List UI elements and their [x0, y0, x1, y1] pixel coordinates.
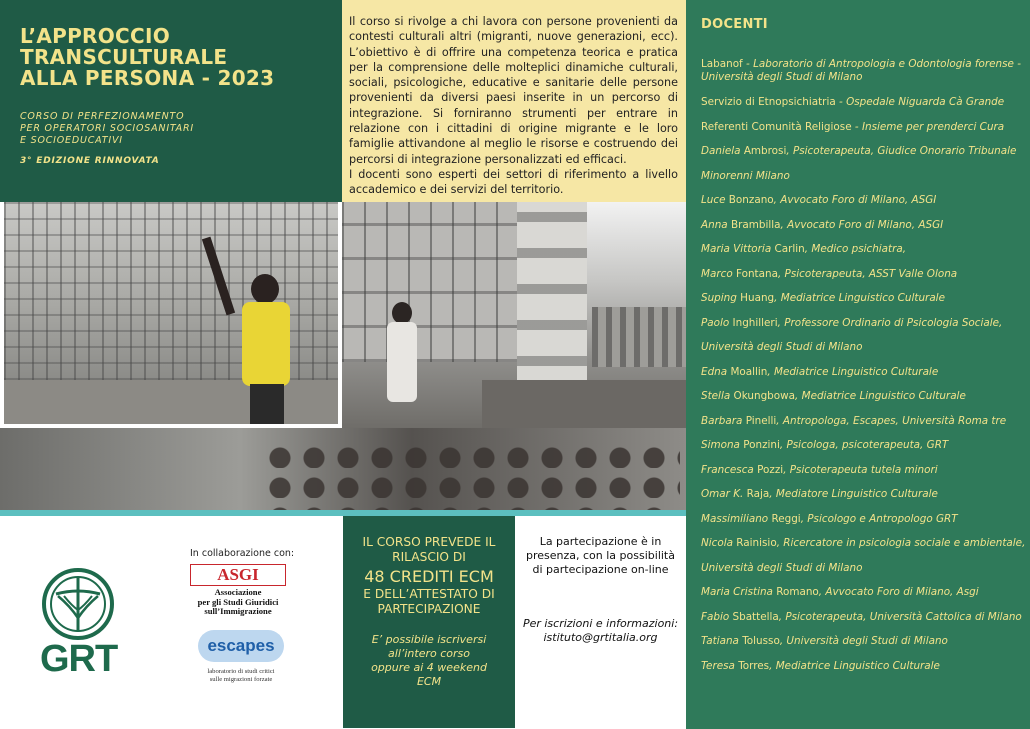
- teacher-item: [701, 262, 1024, 287]
- asgi-line-1: Associazione: [214, 587, 262, 597]
- teacher-item: [701, 629, 1024, 654]
- course-line-1: CORSO DI PERFEZIONAMENTO: [20, 111, 185, 122]
- teacher-item: [701, 139, 1024, 164]
- teacher-last-name: Moallin: [730, 365, 768, 378]
- teacher-first-name: Marco: [701, 267, 733, 280]
- teacher-name: Servizio di Etnopsichiatria: [701, 96, 836, 108]
- teacher-last-name: Okungbowa: [733, 390, 795, 402]
- photo-roofs: [482, 380, 686, 428]
- teacher-last-name: Pozzi: [757, 463, 784, 476]
- ecm-certificate-1: E DELL’ATTESTATO DI: [363, 587, 495, 601]
- teacher-first-name: Maria Cristina: [701, 586, 773, 598]
- photo-ground: [4, 380, 338, 424]
- teacher-first-name: Luce: [701, 194, 726, 206]
- teacher-first-name: Anna: [701, 218, 728, 231]
- ecm-intro-1: IL CORSO PREVEDE IL: [362, 535, 496, 549]
- teacher-first-name: Daniela: [701, 145, 741, 157]
- teacher-role: Minorenni Milano: [701, 169, 790, 182]
- teacher-item: [701, 556, 1024, 581]
- teacher-first-name: Omar K.: [701, 488, 744, 500]
- teacher-role: , Avvocato Foro di Milano, ASGI: [780, 218, 944, 231]
- teacher-role: , Psicologa, psicoterapeuta, GRT: [779, 439, 949, 451]
- photo-acrobat-head: [392, 302, 412, 324]
- teacher-name: Labanof: [701, 58, 743, 70]
- teacher-role: , Avvocato Foro di Milano, Asgi: [818, 586, 979, 598]
- teacher-first-name: Tatiana: [701, 635, 739, 647]
- teacher-list: [701, 139, 1024, 678]
- ecm-credits: 48 CREDITI ECM: [364, 567, 494, 586]
- asgi-line-2: per gli Studi Giuridici: [197, 596, 279, 607]
- asgi-logo-subtitle: [190, 588, 286, 617]
- teacher-last-name: Romano: [776, 586, 819, 598]
- escapes-logo-name: escapes: [198, 630, 284, 662]
- teacher-role: , Psicoterapeuta, Università Cattolica di Milano: [778, 610, 1022, 623]
- photo-far-building: [592, 307, 686, 367]
- ecm-note-1: E’ possibile iscriversi: [371, 633, 487, 646]
- teacher-last-name: Sbattella: [732, 610, 779, 623]
- teacher-first-name: Edna: [701, 365, 728, 378]
- participation-2: presenza, con la possibilità: [526, 549, 675, 562]
- teacher-item: [701, 605, 1024, 630]
- teacher-item: [701, 164, 1024, 189]
- edition-label: 3° EDIZIONE RINNOVATA: [20, 156, 160, 166]
- photo-yellow-shirt: [242, 302, 290, 386]
- teacher-role: , Avvocato Foro di Milano, ASGI: [773, 194, 937, 206]
- asgi-line-3: sull’Immigrazione: [204, 606, 272, 616]
- teacher-role: , Professore Ordinario di Psicologia Sociale,: [777, 316, 1003, 329]
- teacher-last-name: Ambrosi: [743, 145, 787, 157]
- photo-building-acrobats: [342, 202, 686, 428]
- teacher-first-name: Massimiliano: [701, 512, 769, 525]
- docenti-heading: DOCENTI: [701, 17, 768, 32]
- asgi-logo-name: ASGI: [190, 564, 286, 586]
- escapes-logo-subtitle: [198, 668, 284, 684]
- teacher-separator: -: [851, 120, 862, 133]
- escapes-line-1: laboratorio di studi critici: [207, 668, 275, 675]
- teacher-role: , Mediatrice Linguistico Culturale: [767, 365, 939, 378]
- teacher-separator: -: [835, 96, 847, 108]
- teacher-first-name: Nicola: [701, 537, 733, 549]
- teacher-role: , Antropologa, Escapes, Università Roma tre: [776, 414, 1007, 427]
- teacher-role: Laboratorio di Antropologia e Odontologia forense - Università degli Studi di Milano: [701, 58, 1021, 83]
- teacher-role: , Psicologo e Antropologo GRT: [800, 512, 958, 525]
- teacher-first-name: Fabio: [701, 610, 730, 623]
- teacher-first-name: Paolo: [701, 316, 730, 329]
- photo-tower: [517, 202, 587, 402]
- participation-text: [519, 535, 682, 577]
- teacher-role: , Mediatrice Linguistico Culturale: [769, 659, 940, 672]
- ecm-box: [343, 516, 515, 728]
- ecm-note: [349, 633, 509, 689]
- teacher-role: , Medico psichiatra,: [804, 243, 907, 255]
- grt-logo-text: GRT: [40, 638, 118, 680]
- teacher-last-name: Reggi: [771, 512, 801, 525]
- teacher-last-name: Rainisio: [736, 537, 777, 549]
- photo-head: [251, 274, 279, 304]
- asgi-logo: [190, 564, 286, 618]
- teacher-name: Referenti Comunità Religiose: [701, 120, 852, 133]
- teacher-role: , Università degli Studi di Milano: [779, 635, 948, 647]
- title-line-2: ALLA PERSONA - 2023: [20, 66, 275, 90]
- teacher-item: [701, 213, 1024, 238]
- teacher-item: [701, 115, 1024, 140]
- course-line-2: PER OPERATORI SOCIOSANITARI: [20, 123, 194, 134]
- participation-3: di partecipazione on-line: [532, 563, 669, 576]
- contact-email[interactable]: istituto@grtitalia.org: [543, 631, 658, 644]
- teacher-last-name: Inghilleri: [732, 316, 778, 329]
- teacher-item: [701, 58, 1024, 83]
- teacher-role: , Psicoterapeuta, ASST Valle Olona: [777, 267, 958, 280]
- escapes-logo: [198, 630, 284, 684]
- teacher-role: , Psicoterapeuta, Giudice Onorario Tribunale: [786, 145, 1017, 157]
- teacher-first-name: Simona: [701, 439, 740, 451]
- ecm-intro: [349, 535, 509, 565]
- main-title: [20, 26, 332, 89]
- teacher-last-name: Bonzano: [728, 194, 774, 206]
- teacher-item: [701, 482, 1024, 507]
- title-block: [0, 0, 342, 202]
- teacher-role: Università degli Studi di Milano: [701, 341, 863, 353]
- photo-legs: [250, 384, 284, 428]
- teacher-item: [701, 507, 1024, 532]
- ecm-note-4: ECM: [416, 675, 442, 688]
- teacher-last-name: Tolusso: [742, 635, 780, 647]
- ecm-note-2: all’intero corso: [388, 647, 470, 660]
- course-line-3: E SOCIOEDUCATIVI: [20, 135, 123, 146]
- teacher-item: [701, 580, 1024, 605]
- teacher-last-name: Fontana: [736, 267, 778, 280]
- teacher-item: [701, 237, 1024, 262]
- intro-text: Il corso si rivolge a chi lavora con persone provenienti da contesti culturali altri (migranti, nuove generazioni, ecc). L’obiettivo è di offrire una competenza teorica e pratica per la comprensione delle molteplici dinamiche culturali, sociali, psicologiche, educative e sanitarie delle persone provenienti da diversi paesi inserite in un percorso di integrazione. Si forniranno strumenti per entrare in relazione con i cittadini di origine migrante e le loro famiglie attivandone al meglio le risorse e costruendo dei percorsi di integrazione personalizzati ed efficaci.: [349, 15, 678, 166]
- teacher-item: [701, 335, 1024, 360]
- intro-text-2: I docenti sono esperti dei settori di riferimento a livello accademico e dei servizi del territorio.: [349, 167, 678, 197]
- teacher-role: Insieme per prenderci Cura: [861, 120, 1005, 133]
- ecm-certificate: [349, 587, 509, 617]
- participation-1: La partecipazione è in: [539, 535, 662, 548]
- photo-acrobat: [387, 322, 417, 402]
- teacher-item: [701, 654, 1024, 679]
- teacher-item: [701, 360, 1024, 385]
- teacher-item: [701, 90, 1024, 115]
- teacher-item: [701, 458, 1024, 483]
- teacher-first-name: Stella: [701, 390, 731, 402]
- teacher-last-name: Huang: [740, 292, 775, 304]
- collaboration-label: In collaborazione con:: [190, 548, 295, 559]
- teacher-role: , Mediatrice Linguistico Culturale: [795, 390, 966, 402]
- teacher-last-name: Pinelli: [745, 414, 777, 427]
- photo-crowd: [0, 428, 686, 510]
- teacher-role: , Mediatore Linguistico Culturale: [769, 488, 938, 500]
- ecm-intro-2: RILASCIO DI: [392, 550, 466, 564]
- photo-man-yellow-shirt: [0, 202, 342, 428]
- teacher-item: [701, 188, 1024, 213]
- logo-area: [0, 516, 343, 729]
- teacher-first-name: Francesca: [701, 463, 754, 476]
- ecm-certificate-2: PARTECIPAZIONE: [377, 602, 481, 616]
- course-type: [20, 111, 332, 147]
- teacher-first-name: Barbara: [701, 414, 743, 427]
- intro-box: [342, 0, 686, 202]
- teacher-first-name: Maria Vittoria: [701, 243, 772, 255]
- teacher-role: Università degli Studi di Milano: [701, 561, 863, 574]
- teacher-last-name: Raja: [746, 488, 770, 500]
- teacher-last-name: Torres: [738, 659, 770, 672]
- title-line-1: L’APPROCCIO TRANSCULTURALE: [20, 24, 228, 69]
- teacher-item: [701, 409, 1024, 434]
- teacher-last-name: Brambilla: [730, 218, 781, 231]
- escapes-line-2: sulle migrazioni forzate: [209, 676, 273, 683]
- teacher-first-name: Teresa: [701, 659, 735, 672]
- teacher-separator: -: [742, 58, 754, 70]
- teacher-first-name: Suping: [701, 292, 737, 304]
- teacher-item: [701, 311, 1024, 336]
- teacher-item: [701, 384, 1024, 409]
- teacher-role: , Mediatrice Linguistico Culturale: [774, 292, 945, 304]
- teacher-item: [701, 531, 1024, 556]
- teacher-role: , Ricercatore in psicologia sociale e ambientale,: [776, 537, 1026, 549]
- signup-text: [519, 617, 682, 645]
- teacher-item: [701, 286, 1024, 311]
- docenti-column: [686, 0, 1030, 729]
- ecm-note-3: oppure ai 4 weekend: [371, 661, 487, 674]
- teacher-role: Ospedale Niguarda Cà Grande: [846, 96, 1005, 108]
- photo-crowd-people: [260, 438, 680, 510]
- signup-label: Per iscrizioni e informazioni:: [522, 617, 679, 630]
- teacher-item: [701, 433, 1024, 458]
- teacher-last-name: Ponzini: [743, 439, 780, 451]
- teacher-role: , Psicoterapeuta tutela minori: [783, 463, 938, 476]
- info-box: [515, 516, 686, 729]
- teacher-last-name: Carlin: [774, 243, 805, 255]
